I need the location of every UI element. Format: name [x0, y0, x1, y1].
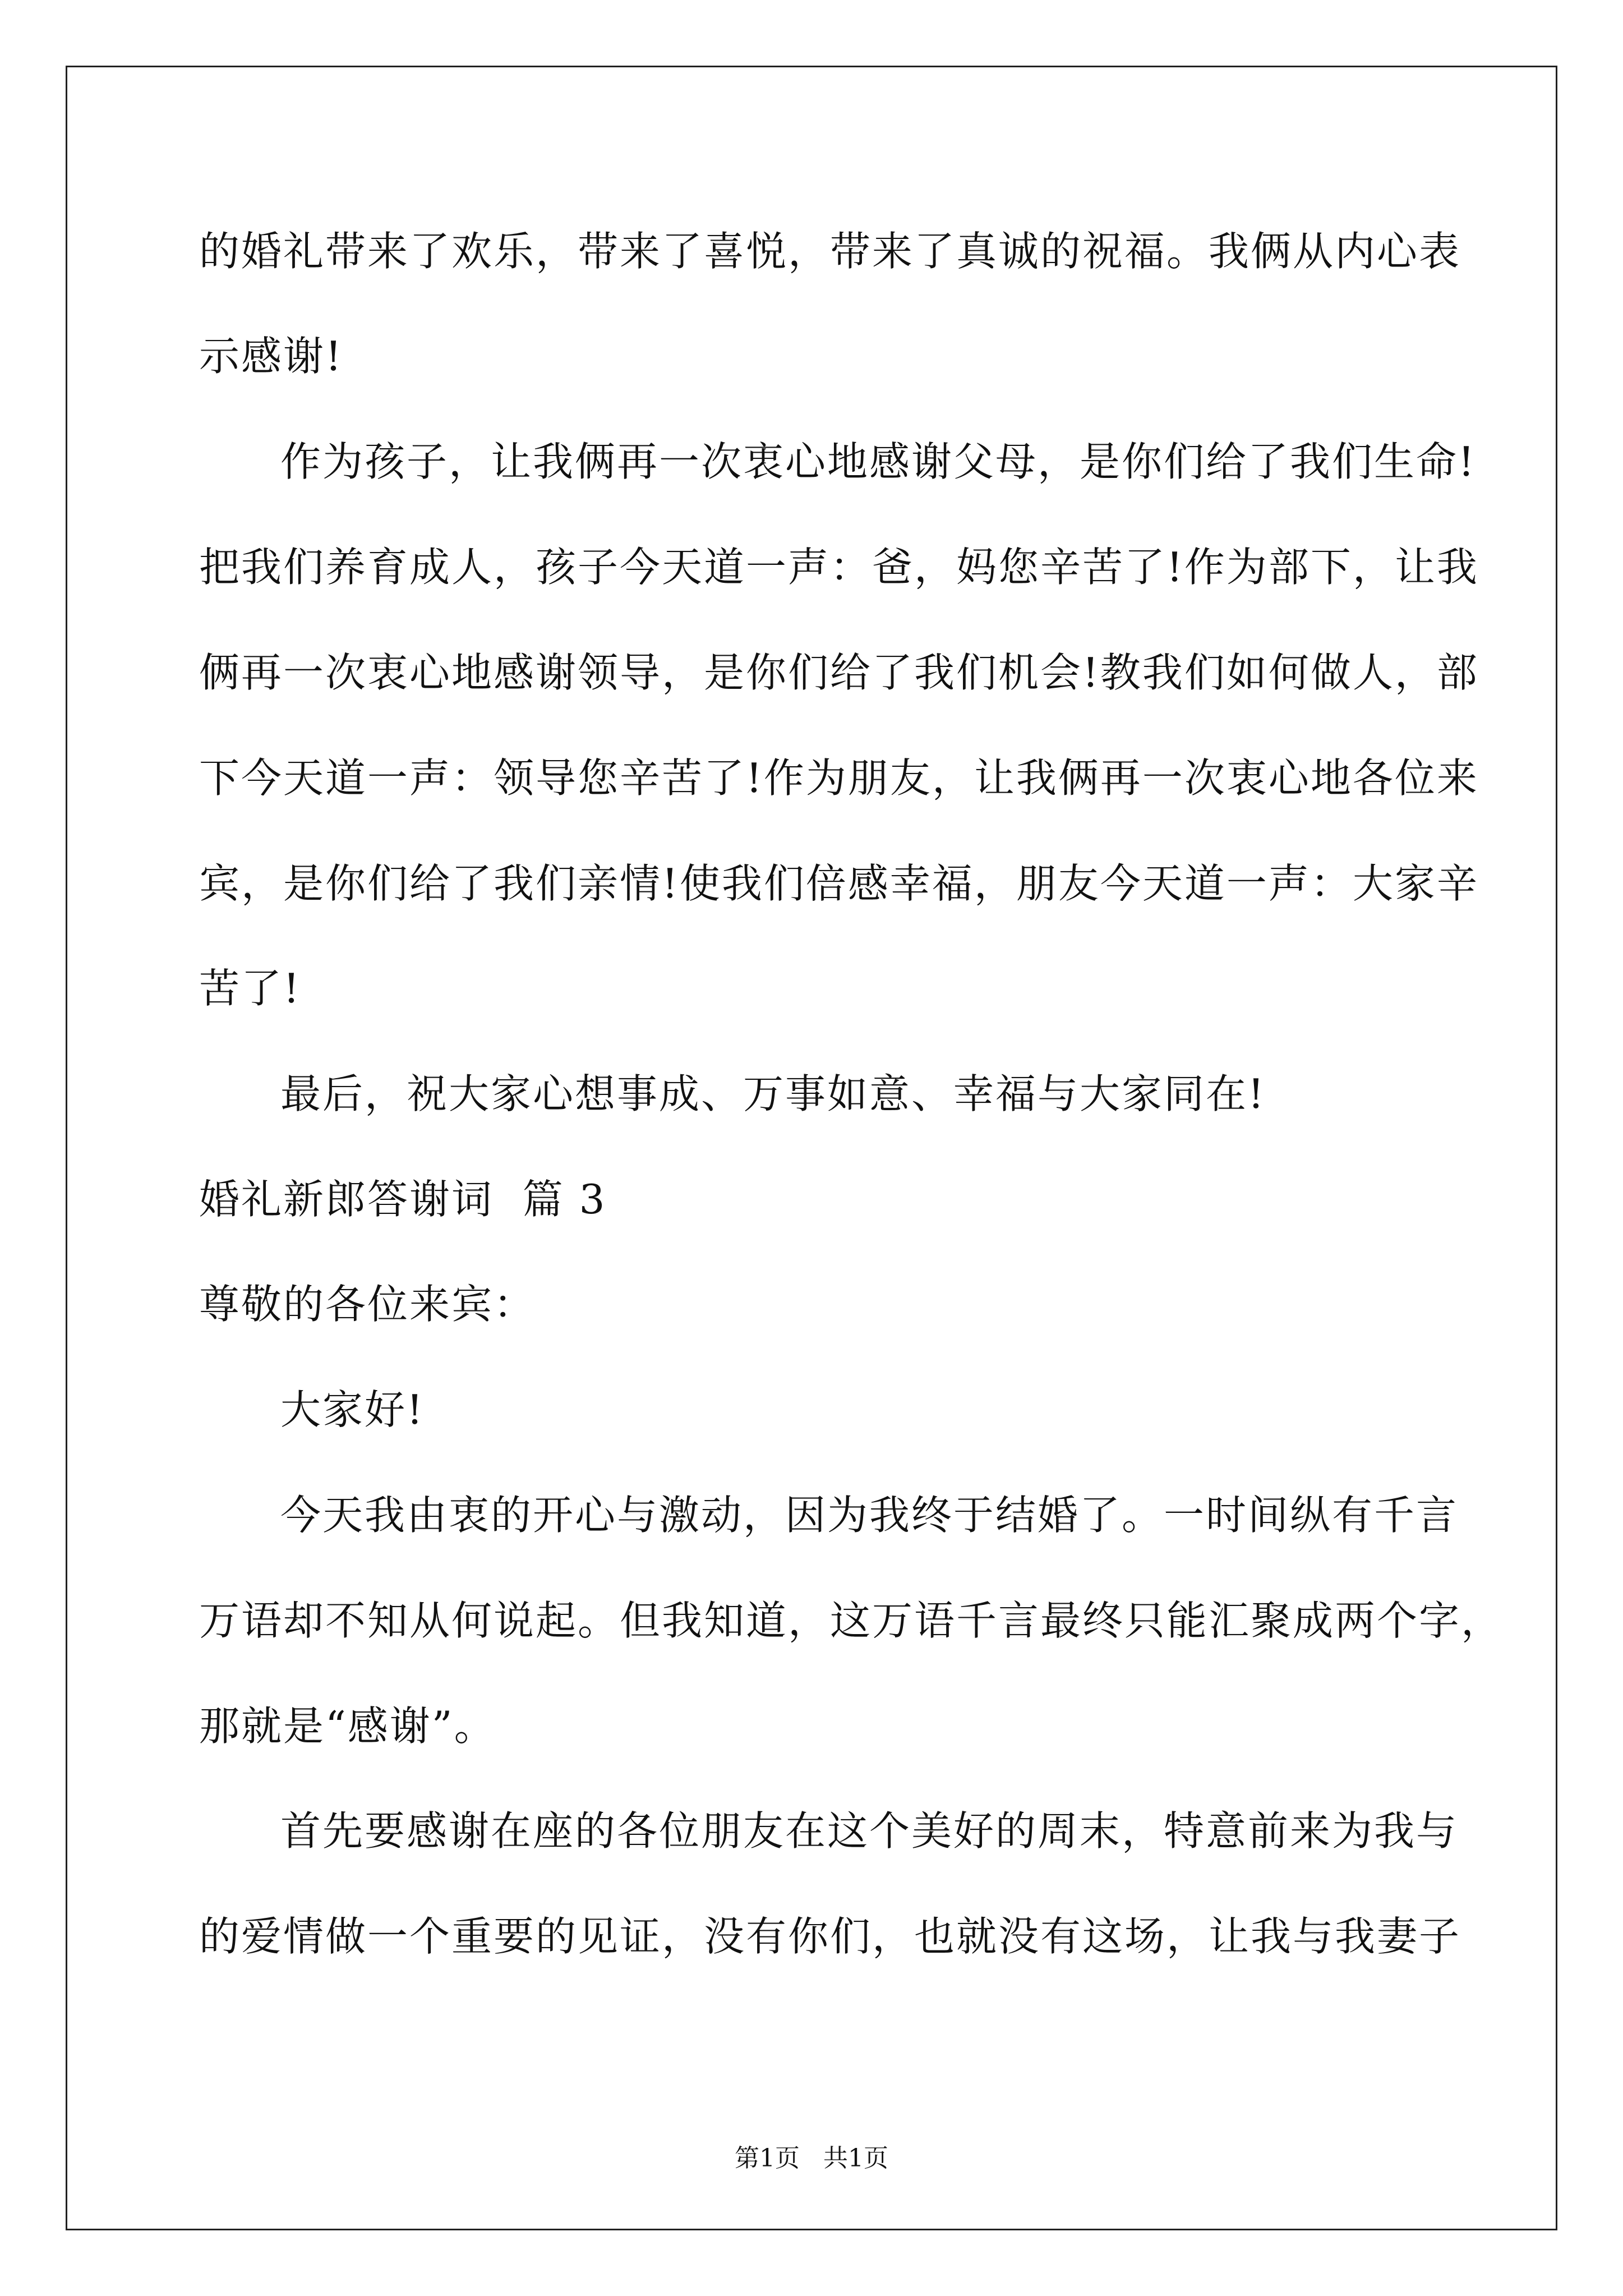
paragraph-line: 把我们养育成人，孩子今天道一声：爸，妈您辛苦了!作为部下，让我 [199, 544, 1479, 591]
paragraph-line: 示感谢! [199, 333, 343, 380]
greeting: 大家好! [280, 1386, 425, 1433]
paragraph-line: 那就是“感谢”。 [199, 1703, 496, 1750]
page-number-footer: 第1页 共1页 [735, 2144, 888, 2173]
paragraph-line: 最后，祝大家心想事成、万事如意、幸福与大家同在! [280, 1070, 1266, 1117]
paragraph-line: 下今天道一声：领导您辛苦了!作为朋友，让我俩再一次衷心地各位来 [199, 754, 1479, 802]
section-heading: 婚礼新郎答谢词 篇 3 [199, 1176, 607, 1223]
paragraph-line: 的婚礼带来了欢乐，带来了喜悦，带来了真诚的祝福。我俩从内心表 [199, 228, 1461, 275]
paragraph-line: 万语却不知从何说起。但我知道，这万语千言最终只能汇聚成两个字， [199, 1597, 1504, 1644]
salutation: 尊敬的各位来宾： [199, 1281, 536, 1328]
paragraph-line: 作为孩子，让我俩再一次衷心地感谢父母，是你们给了我们生命! [280, 438, 1476, 485]
paragraph-line: 今天我由衷的开心与激动，因为我终于结婚了。一时间纵有千言 [280, 1492, 1459, 1539]
paragraph-line: 宾，是你们给了我们亲情!使我们倍感幸福，朋友今天道一声：大家辛 [199, 860, 1479, 907]
paragraph-line: 的爱情做一个重要的见证，没有你们，也就没有这场，让我与我妻子 [199, 1913, 1461, 1960]
paragraph-line: 苦了! [199, 965, 301, 1012]
paragraph-line: 俩再一次衷心地感谢领导，是你们给了我们机会!教我们如何做人，部 [199, 649, 1479, 696]
page-border [66, 66, 1557, 2230]
paragraph-line: 首先要感谢在座的各位朋友在这个美好的周末，特意前来为我与 [280, 1807, 1459, 1855]
